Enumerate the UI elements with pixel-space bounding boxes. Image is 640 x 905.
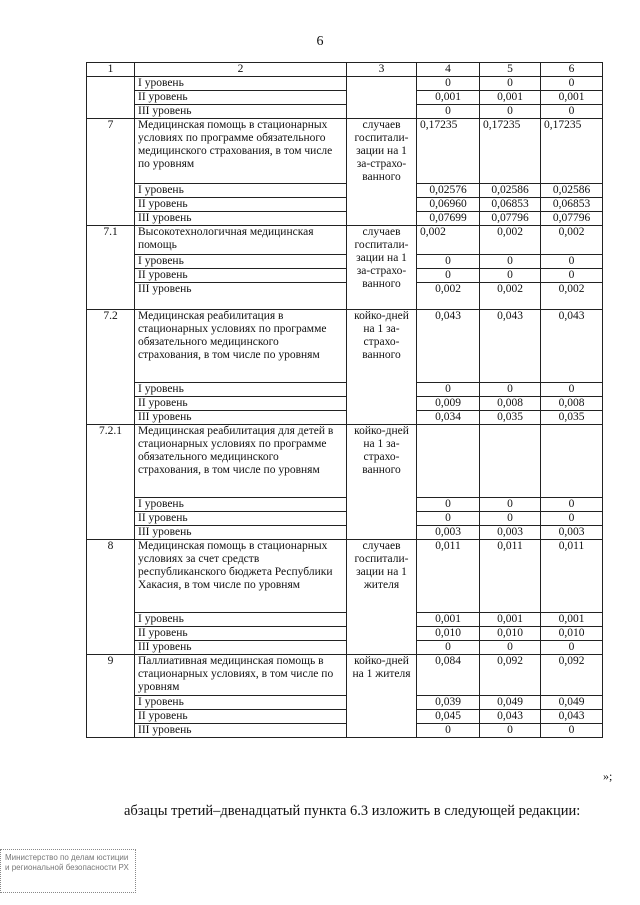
row-name: I уровень	[135, 77, 347, 91]
table-row	[87, 184, 603, 198]
value-cell: 0,17235	[480, 119, 541, 184]
value-cell: 0	[417, 77, 480, 91]
value-cell: 0	[541, 383, 603, 397]
value-cell: 0	[541, 724, 603, 738]
row-number: 8	[87, 540, 135, 655]
value-cell	[541, 425, 603, 498]
table-row	[87, 540, 603, 613]
value-cell: 0	[541, 77, 603, 91]
row-name: I уровень	[135, 498, 347, 512]
row-unit: случаев госпитали-зации на 1 жителя	[347, 540, 417, 655]
row-name: I уровень	[135, 383, 347, 397]
value-cell: 0	[417, 269, 480, 283]
row-name: Паллиативная медицинская помощь в стационарных условиях, в том числе по уровням	[135, 655, 347, 696]
value-cell: 0,049	[480, 696, 541, 710]
table-row	[87, 613, 603, 627]
table-row	[87, 710, 603, 724]
table-header-row	[87, 63, 603, 77]
table-row	[87, 526, 603, 540]
registration-stamp: Министерство по делам юстиции и региональной безопасности РХ	[0, 849, 136, 893]
value-cell: 0,02586	[480, 184, 541, 198]
row-name: II уровень	[135, 627, 347, 641]
value-cell: 0,06853	[541, 198, 603, 212]
row-number: 7	[87, 119, 135, 226]
value-cell: 0	[541, 641, 603, 655]
value-cell: 0,045	[417, 710, 480, 724]
value-cell: 0	[417, 105, 480, 119]
row-number: 7.1	[87, 226, 135, 310]
amendment-text: абзацы третий–двенадцатый пункта 6.3 изложить в следующей редакции:	[124, 803, 581, 819]
table-row	[87, 198, 603, 212]
row-name: Медицинская помощь в стационарных условиях за счет средств республиканского бюджета Республики Хакасия, в том числе по уровням	[135, 540, 347, 613]
value-cell: 0	[541, 255, 603, 269]
value-cell: 0,003	[480, 526, 541, 540]
table-row	[87, 655, 603, 696]
value-cell	[417, 425, 480, 498]
table-row	[87, 397, 603, 411]
value-cell: 0,003	[541, 526, 603, 540]
value-cell: 0,010	[417, 627, 480, 641]
row-name: III уровень	[135, 526, 347, 540]
value-cell: 0,001	[417, 613, 480, 627]
row-name: Медицинская реабилитация для детей в стационарных условиях по программе обязательного медицинского страхования, в том числе по уровням	[135, 425, 347, 498]
page-number: 6	[316, 34, 324, 49]
table-row	[87, 226, 603, 255]
table-row	[87, 411, 603, 425]
table-row	[87, 724, 603, 738]
table-row	[87, 498, 603, 512]
value-cell: 0,001	[417, 91, 480, 105]
table-row	[87, 627, 603, 641]
value-cell: 0	[480, 724, 541, 738]
table-row	[87, 105, 603, 119]
value-cell: 0,07796	[541, 212, 603, 226]
row-name: II уровень	[135, 512, 347, 526]
value-cell: 0,011	[541, 540, 603, 613]
value-cell: 0,043	[541, 310, 603, 383]
value-cell: 0,02586	[541, 184, 603, 198]
table-row	[87, 212, 603, 226]
value-cell: 0,003	[417, 526, 480, 540]
table-row	[87, 383, 603, 397]
value-cell: 0,043	[480, 310, 541, 383]
value-cell: 0,009	[417, 397, 480, 411]
row-unit: койко-дней на 1 за-страхо-ванного	[347, 425, 417, 540]
row-number: 9	[87, 655, 135, 738]
value-cell: 0	[541, 498, 603, 512]
table-row	[87, 119, 603, 184]
table-row	[87, 310, 603, 383]
value-cell: 0	[480, 77, 541, 91]
value-cell: 0	[541, 512, 603, 526]
value-cell	[480, 425, 541, 498]
value-cell: 0	[480, 255, 541, 269]
value-cell: 0,092	[541, 655, 603, 696]
header-cell: 2	[135, 63, 347, 77]
row-unit: случаев госпитали-зации на 1 за-страхо-ванного	[347, 226, 417, 310]
value-cell: 0	[480, 105, 541, 119]
value-cell: 0	[541, 105, 603, 119]
value-cell: 0,002	[417, 283, 480, 310]
row-unit	[347, 77, 417, 119]
value-cell: 0,010	[480, 627, 541, 641]
value-cell: 0,092	[480, 655, 541, 696]
value-cell: 0,011	[417, 540, 480, 613]
closing-quote-mark: »;	[603, 769, 613, 783]
row-name: II уровень	[135, 710, 347, 724]
row-name: III уровень	[135, 724, 347, 738]
row-name: III уровень	[135, 411, 347, 425]
value-cell: 0,001	[541, 613, 603, 627]
value-cell: 0,043	[417, 310, 480, 383]
value-cell: 0,043	[541, 710, 603, 724]
value-cell: 0	[417, 498, 480, 512]
table-row	[87, 255, 603, 269]
row-name: II уровень	[135, 397, 347, 411]
row-name: III уровень	[135, 212, 347, 226]
value-cell: 0	[417, 255, 480, 269]
indicators-table	[86, 62, 603, 738]
table-row	[87, 512, 603, 526]
table-row	[87, 696, 603, 710]
row-unit: случаев госпитали-зации на 1 за-страхо-ванного	[347, 119, 417, 226]
row-name: II уровень	[135, 269, 347, 283]
value-cell: 0,001	[541, 91, 603, 105]
header-cell: 1	[87, 63, 135, 77]
header-cell: 4	[417, 63, 480, 77]
row-name: I уровень	[135, 613, 347, 627]
row-name: I уровень	[135, 696, 347, 710]
value-cell: 0	[417, 383, 480, 397]
value-cell: 0	[541, 269, 603, 283]
value-cell: 0,17235	[417, 119, 480, 184]
row-name: II уровень	[135, 91, 347, 105]
row-name: Высокотехнологичная медицинская помощь	[135, 226, 347, 255]
value-cell: 0	[480, 269, 541, 283]
table-row	[87, 283, 603, 310]
row-name: III уровень	[135, 283, 347, 310]
row-name: II уровень	[135, 198, 347, 212]
row-unit: койко-дней на 1 за-страхо-ванного	[347, 310, 417, 425]
header-cell: 5	[480, 63, 541, 77]
value-cell: 0,002	[480, 226, 541, 255]
row-name: III уровень	[135, 641, 347, 655]
value-cell: 0,17235	[541, 119, 603, 184]
row-number	[87, 77, 135, 119]
row-name: III уровень	[135, 105, 347, 119]
row-name: Медицинская помощь в стационарных условиях по программе обязательного медицинского страхования, в том числе по уровням	[135, 119, 347, 184]
value-cell: 0,008	[480, 397, 541, 411]
value-cell: 0,010	[541, 627, 603, 641]
row-number: 7.2	[87, 310, 135, 425]
header-cell: 6	[541, 63, 603, 77]
value-cell: 0,001	[480, 91, 541, 105]
row-name: I уровень	[135, 184, 347, 198]
value-cell: 0	[417, 641, 480, 655]
value-cell: 0,002	[480, 283, 541, 310]
value-cell: 0,035	[541, 411, 603, 425]
value-cell: 0,002	[417, 226, 480, 255]
value-cell: 0,002	[541, 283, 603, 310]
value-cell: 0	[480, 383, 541, 397]
value-cell: 0,07796	[480, 212, 541, 226]
value-cell: 0,06853	[480, 198, 541, 212]
table-row	[87, 91, 603, 105]
value-cell: 0,008	[541, 397, 603, 411]
table-row	[87, 641, 603, 655]
table-row	[87, 77, 603, 91]
value-cell: 0	[480, 641, 541, 655]
row-name: I уровень	[135, 255, 347, 269]
value-cell: 0,049	[541, 696, 603, 710]
value-cell: 0,02576	[417, 184, 480, 198]
value-cell: 0	[417, 724, 480, 738]
row-name: Медицинская реабилитация в стационарных условиях по программе обязательного медицинского страхования, в том числе по уровням	[135, 310, 347, 383]
value-cell: 0,034	[417, 411, 480, 425]
value-cell: 0,07699	[417, 212, 480, 226]
value-cell: 0,084	[417, 655, 480, 696]
value-cell: 0,001	[480, 613, 541, 627]
value-cell: 0	[417, 512, 480, 526]
row-number: 7.2.1	[87, 425, 135, 540]
row-unit: койко-дней на 1 жителя	[347, 655, 417, 738]
value-cell: 0,039	[417, 696, 480, 710]
value-cell: 0,043	[480, 710, 541, 724]
value-cell: 0	[480, 498, 541, 512]
table-row	[87, 425, 603, 498]
table-row	[87, 269, 603, 283]
value-cell: 0,035	[480, 411, 541, 425]
value-cell: 0,06960	[417, 198, 480, 212]
value-cell: 0,002	[541, 226, 603, 255]
value-cell: 0,011	[480, 540, 541, 613]
header-cell: 3	[347, 63, 417, 77]
value-cell: 0	[480, 512, 541, 526]
